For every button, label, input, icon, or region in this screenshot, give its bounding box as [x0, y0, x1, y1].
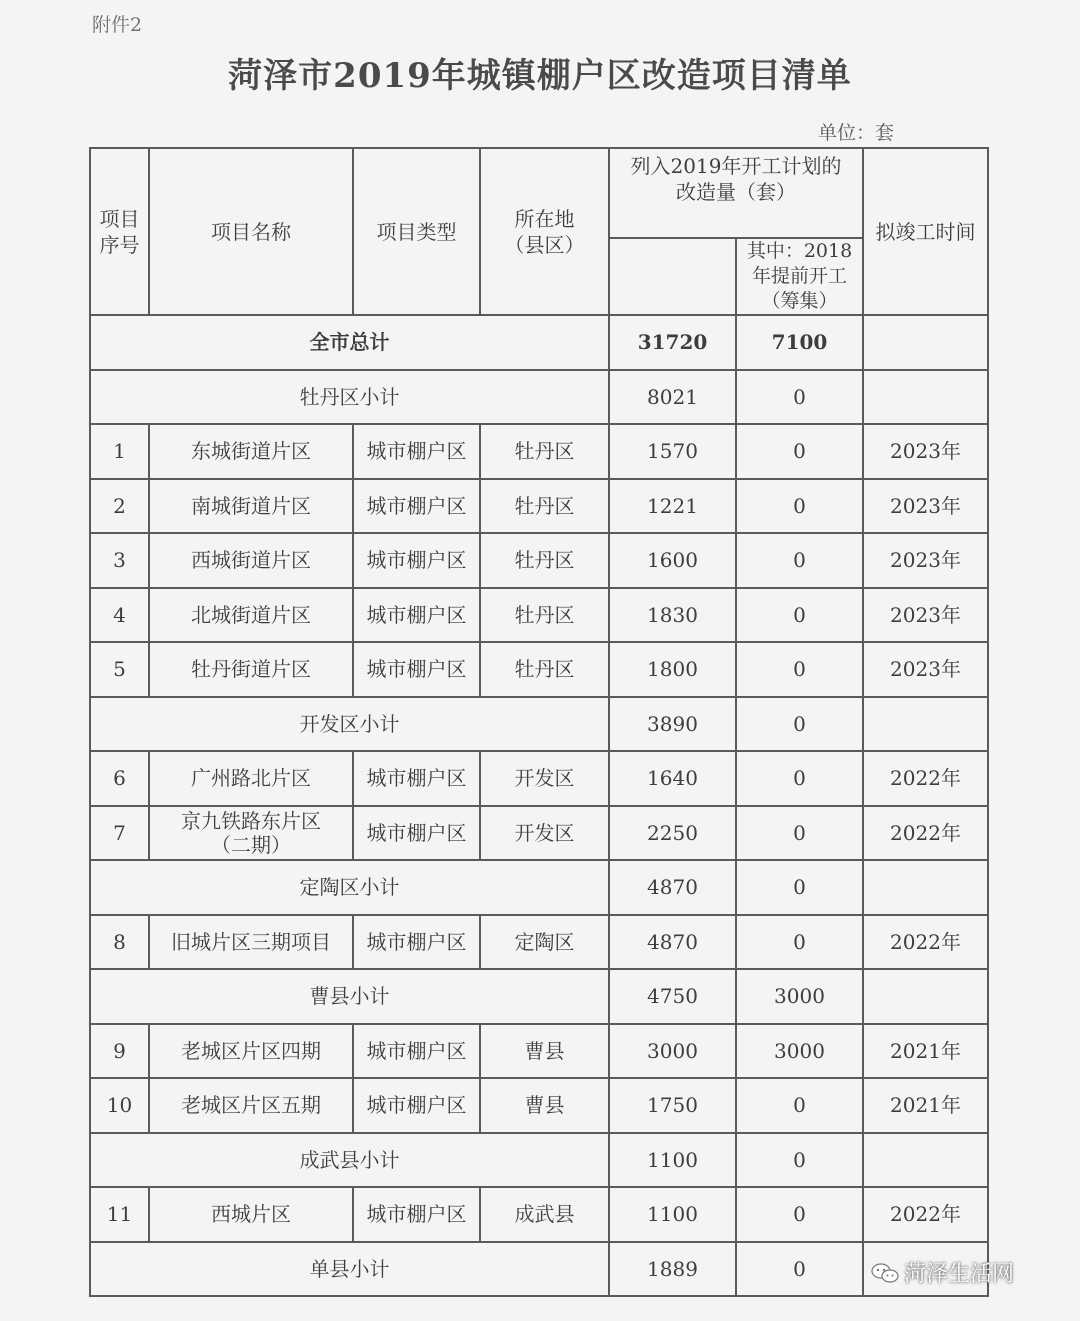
header-early: 其中：2018年提前开工（筹集） [736, 238, 863, 315]
cell-completion-empty [863, 969, 988, 1024]
table-row [90, 642, 988, 697]
cell-seq: 2 [90, 479, 149, 534]
cell-name: 京九铁路东片区（二期） [149, 806, 353, 861]
cell-location: 定陶区 [480, 915, 609, 970]
header-name: 项目名称 [149, 148, 353, 315]
cell-early: 3000 [736, 969, 863, 1024]
cell-completion: 2023年 [863, 424, 988, 479]
cell-completion-empty [863, 315, 988, 370]
cell-type: 城市棚户区 [353, 1187, 480, 1242]
subtotal-label: 曹县小计 [90, 969, 609, 1024]
cell-early: 0 [736, 1078, 863, 1133]
cell-completion: 2021年 [863, 1078, 988, 1133]
cell-early: 0 [736, 1242, 863, 1297]
wechat-icon [870, 1262, 900, 1284]
table-row [90, 751, 988, 806]
cell-type: 城市棚户区 [353, 533, 480, 588]
cell-seq: 4 [90, 588, 149, 643]
cell-planned: 3890 [609, 697, 736, 752]
cell-seq: 10 [90, 1078, 149, 1133]
unit-label: 单位：套 [818, 122, 895, 144]
cell-completion: 2023年 [863, 533, 988, 588]
watermark [870, 1257, 1014, 1288]
cell-seq: 1 [90, 424, 149, 479]
cell-location: 牡丹区 [480, 424, 609, 479]
cell-type: 城市棚户区 [353, 1078, 480, 1133]
cell-name: 老城区片区五期 [149, 1078, 353, 1133]
cell-completion: 2021年 [863, 1024, 988, 1079]
cell-seq: 8 [90, 915, 149, 970]
cell-name: 东城街道片区 [149, 424, 353, 479]
cell-planned: 31720 [609, 315, 736, 370]
cell-early: 0 [736, 751, 863, 806]
cell-completion-empty [863, 1133, 988, 1188]
subtotal-label: 开发区小计 [90, 697, 609, 752]
cell-seq: 6 [90, 751, 149, 806]
cell-early: 0 [736, 915, 863, 970]
cell-planned: 4870 [609, 860, 736, 915]
cell-location: 成武县 [480, 1187, 609, 1242]
cell-early: 0 [736, 370, 863, 425]
cell-type: 城市棚户区 [353, 642, 480, 697]
cell-early: 7100 [736, 315, 863, 370]
cell-early: 0 [736, 1133, 863, 1188]
total-label: 全市总计 [90, 315, 609, 370]
cell-planned: 4870 [609, 915, 736, 970]
table-row [90, 1024, 988, 1079]
cell-early: 0 [736, 697, 863, 752]
cell-seq: 3 [90, 533, 149, 588]
subtotal-row [90, 697, 988, 752]
cell-seq: 11 [90, 1187, 149, 1242]
cell-name: 牡丹街道片区 [149, 642, 353, 697]
subtotal-row [90, 860, 988, 915]
cell-completion: 2023年 [863, 588, 988, 643]
cell-early: 0 [736, 588, 863, 643]
table-row [90, 588, 988, 643]
cell-early: 0 [736, 642, 863, 697]
header-type: 项目类型 [353, 148, 480, 315]
cell-planned: 1640 [609, 751, 736, 806]
cell-name: 西城片区 [149, 1187, 353, 1242]
cell-type: 城市棚户区 [353, 479, 480, 534]
cell-completion: 2022年 [863, 915, 988, 970]
table-row [90, 533, 988, 588]
cell-completion-empty [863, 370, 988, 425]
cell-seq: 7 [90, 806, 149, 861]
cell-planned: 1889 [609, 1242, 736, 1297]
cell-planned: 3000 [609, 1024, 736, 1079]
cell-early: 0 [736, 860, 863, 915]
cell-planned: 1100 [609, 1187, 736, 1242]
cell-planned: 4750 [609, 969, 736, 1024]
cell-planned: 1800 [609, 642, 736, 697]
cell-location: 牡丹区 [480, 642, 609, 697]
table-row [90, 1187, 988, 1242]
cell-location: 开发区 [480, 751, 609, 806]
attachment-label: 附件2 [92, 14, 143, 36]
cell-completion: 2023年 [863, 479, 988, 534]
cell-type: 城市棚户区 [353, 588, 480, 643]
cell-seq: 9 [90, 1024, 149, 1079]
cell-planned: 8021 [609, 370, 736, 425]
cell-early: 0 [736, 424, 863, 479]
subtotal-label: 牡丹区小计 [90, 370, 609, 425]
table-row [90, 1078, 988, 1133]
cell-completion-empty [863, 697, 988, 752]
document-title: 菏泽市2019年城镇棚户区改造项目清单 [228, 56, 852, 96]
table-row [90, 424, 988, 479]
cell-location: 牡丹区 [480, 533, 609, 588]
table-row [90, 479, 988, 534]
subtotal-label: 定陶区小计 [90, 860, 609, 915]
cell-type: 城市棚户区 [353, 806, 480, 861]
cell-early: 0 [736, 479, 863, 534]
subtotal-row [90, 969, 988, 1024]
header-row-1 [90, 148, 988, 238]
total-row [90, 315, 988, 370]
cell-planned: 1221 [609, 479, 736, 534]
cell-planned: 1830 [609, 588, 736, 643]
cell-name: 广州路北片区 [149, 751, 353, 806]
cell-planned: 2250 [609, 806, 736, 861]
cell-early: 0 [736, 533, 863, 588]
cell-early: 0 [736, 806, 863, 861]
cell-seq: 5 [90, 642, 149, 697]
cell-early: 0 [736, 1187, 863, 1242]
cell-location: 曹县 [480, 1078, 609, 1133]
table-row [90, 915, 988, 970]
cell-early: 3000 [736, 1024, 863, 1079]
watermark-text: 菏泽生活网 [904, 1262, 1015, 1287]
table-row [90, 806, 988, 861]
subtotal-row [90, 1242, 988, 1297]
cell-name: 老城区片区四期 [149, 1024, 353, 1079]
subtotal-row [90, 1133, 988, 1188]
cell-completion-empty [863, 860, 988, 915]
header-completion: 拟竣工时间 [863, 148, 988, 315]
cell-type: 城市棚户区 [353, 751, 480, 806]
subtotal-row [90, 370, 988, 425]
cell-name: 西城街道片区 [149, 533, 353, 588]
cell-planned: 1750 [609, 1078, 736, 1133]
cell-planned: 1570 [609, 424, 736, 479]
cell-type: 城市棚户区 [353, 915, 480, 970]
subtotal-label: 成武县小计 [90, 1133, 609, 1188]
cell-location: 牡丹区 [480, 479, 609, 534]
cell-location: 牡丹区 [480, 588, 609, 643]
header-seq: 项目序号 [90, 148, 149, 315]
cell-planned: 1600 [609, 533, 736, 588]
cell-planned: 1100 [609, 1133, 736, 1188]
cell-name: 南城街道片区 [149, 479, 353, 534]
cell-completion: 2023年 [863, 642, 988, 697]
cell-name: 旧城片区三期项目 [149, 915, 353, 970]
project-table [89, 147, 989, 1297]
cell-location: 开发区 [480, 806, 609, 861]
header-location: 所在地（县区） [480, 148, 609, 315]
cell-name: 北城街道片区 [149, 588, 353, 643]
cell-completion: 2022年 [863, 1187, 988, 1242]
header-planned: 列入2019年开工计划的改造量（套） [609, 148, 863, 238]
cell-type: 城市棚户区 [353, 1024, 480, 1079]
subtotal-label: 单县小计 [90, 1242, 609, 1297]
cell-completion: 2022年 [863, 806, 988, 861]
cell-completion: 2022年 [863, 751, 988, 806]
cell-location: 曹县 [480, 1024, 609, 1079]
cell-type: 城市棚户区 [353, 424, 480, 479]
header-planned-spacer [609, 238, 736, 315]
